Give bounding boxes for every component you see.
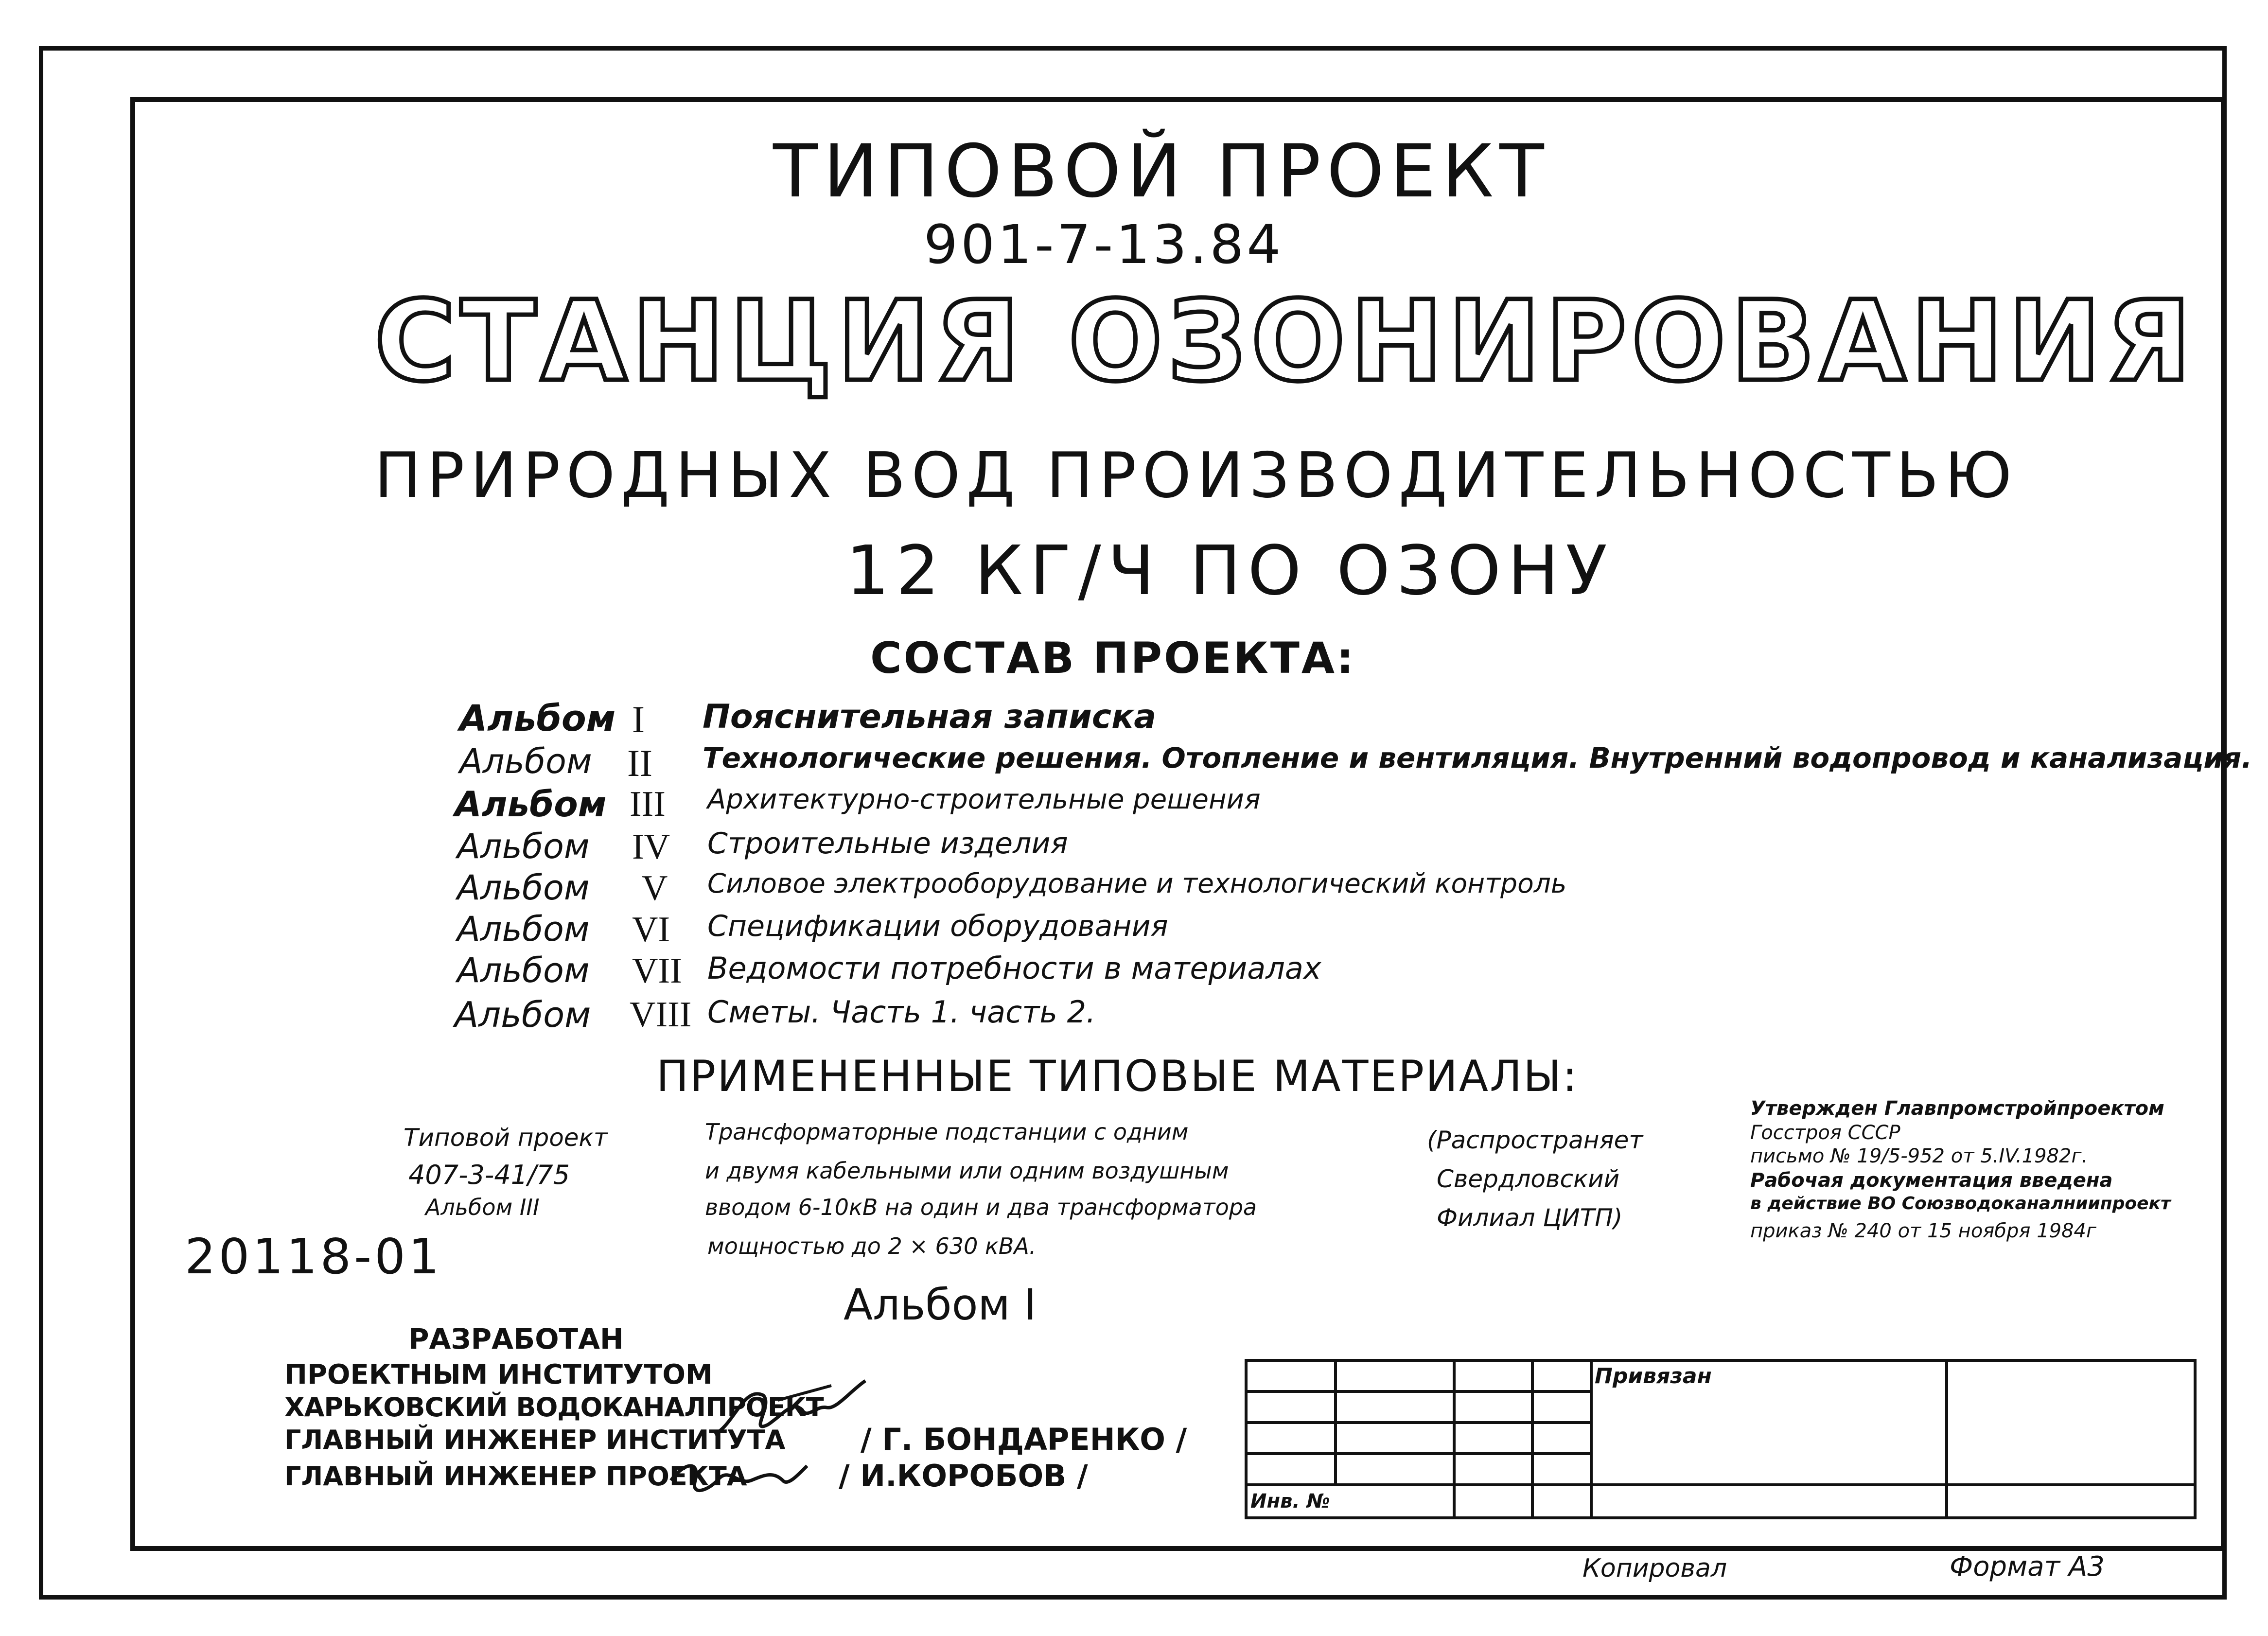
album-label: Альбом <box>459 698 616 739</box>
approval-line: Утвержден Главпромстройпроектом <box>1750 1097 2164 1120</box>
stamp-cell <box>1246 1423 1336 1454</box>
approval-line: Госстроя СССР <box>1750 1122 1900 1144</box>
stamp-cell <box>1532 1423 1591 1454</box>
album-label: Альбом <box>457 827 590 866</box>
album-label: Альбом <box>455 784 607 825</box>
materials-heading: ПРИМЕНЕННЫЕ ТИПОВЫЕ МАТЕРИАЛЫ: <box>656 1051 1579 1101</box>
album-number: VII <box>632 951 682 991</box>
materials-ref-code: 407-3-41/75 <box>408 1160 570 1190</box>
paper-format-label: Формат А3 <box>1950 1551 2105 1583</box>
subtitle-line2: 12 КГ/Ч ПО ОЗОНУ <box>846 531 1614 611</box>
stamp-cell <box>1246 1360 1336 1391</box>
copied-by-label: Копировал <box>1582 1554 1727 1583</box>
album-label-large: Альбом I <box>844 1280 1037 1330</box>
stamp-cell <box>1246 1454 1336 1485</box>
signature-institute <box>705 1366 870 1454</box>
materials-desc-line: Трансформаторные подстанции с одним <box>705 1119 1189 1145</box>
album-number: VI <box>632 910 670 950</box>
approval-line: Рабочая документация введена <box>1750 1169 2113 1192</box>
header-line1: ТИПОВОЙ ПРОЕКТ <box>773 129 1550 214</box>
album-number: IV <box>632 827 670 867</box>
stamp-cell <box>1336 1454 1454 1485</box>
inventory-label: Инв. № <box>1250 1490 1330 1513</box>
stamp-cell <box>1246 1391 1336 1423</box>
developer-line3: ГЛАВНЫЙ ИНЖЕНЕР ИНСТИТУТА <box>284 1425 786 1455</box>
stamp-cell <box>1454 1485 1532 1518</box>
album-label: Альбом <box>455 994 591 1035</box>
main-title: СТАНЦИЯ ОЗОНИРОВАНИЯ <box>374 277 2197 406</box>
distributor-line: (Распространяет <box>1427 1126 1643 1154</box>
album-title: Ведомости потребности в материалах <box>707 950 1321 986</box>
tied-cell <box>1591 1360 1947 1485</box>
project-code: 901-7-13.84 <box>924 213 1284 276</box>
developer-heading: РАЗРАБОТАН <box>408 1322 624 1355</box>
album-title: Технологические решения. Отопление и вентиляция. Внутренний водопровод и канализация. <box>703 741 2252 774</box>
developer-line2: ХАРЬКОВСКИЙ ВОДОКАНАЛПРОЕКТ <box>284 1392 824 1423</box>
chief-engineer-project-name: / И.КОРОБОВ / <box>839 1458 1088 1494</box>
title-block-stamp <box>1245 1359 2197 1519</box>
materials-desc-line: и двумя кабельными или одним воздушным <box>705 1158 1229 1184</box>
stamp-cell <box>1947 1360 2195 1485</box>
developer-line1: ПРОЕКТНЫМ ИНСТИТУТОМ <box>284 1359 713 1390</box>
stamp-cell <box>1336 1391 1454 1423</box>
album-label: Альбом <box>457 868 590 908</box>
album-number: I <box>632 698 645 740</box>
stamp-cell <box>1454 1391 1532 1423</box>
materials-desc-line: мощностью до 2 × 630 кВА. <box>707 1233 1037 1259</box>
album-title: Силовое электрооборудование и технологический контроль <box>707 868 1567 899</box>
developer-line4: ГЛАВНЫЙ ИНЖЕНЕР ПРОЕКТА <box>284 1461 747 1492</box>
album-label: Альбом <box>459 741 592 781</box>
stamp-cell <box>1947 1485 2195 1518</box>
album-number: II <box>627 742 652 784</box>
stamp-cell <box>1336 1360 1454 1391</box>
materials-ref-album: Альбом III <box>425 1194 540 1220</box>
album-title: Архитектурно-строительные решения <box>707 784 1261 815</box>
distributor-line: Свердловский <box>1437 1165 1620 1193</box>
document-number: 20118-01 <box>185 1228 442 1285</box>
stamp-cell <box>1454 1423 1532 1454</box>
tied-label: Привязан <box>1595 1364 1712 1389</box>
inventory-cell <box>1246 1485 1454 1518</box>
materials-desc-line: вводом 6-10кВ на один и два трансформатора <box>705 1194 1257 1220</box>
stamp-cell <box>1532 1454 1591 1485</box>
chief-engineer-institute-name: / Г. БОНДАРЕНКО / <box>861 1422 1187 1457</box>
approval-line: письмо № 19/5-952 от 5.IV.1982г. <box>1750 1145 2088 1167</box>
album-title: Строительные изделия <box>707 827 1068 861</box>
album-label: Альбом <box>457 950 590 990</box>
subtitle-line1: ПРИРОДНЫХ ВОД ПРОИЗВОДИТЕЛЬНОСТЬЮ <box>374 440 2018 512</box>
album-number: V <box>642 868 668 908</box>
stamp-cell <box>1454 1454 1532 1485</box>
stamp-cell <box>1532 1391 1591 1423</box>
stamp-cell <box>1336 1423 1454 1454</box>
stamp-cell <box>1454 1360 1532 1391</box>
composition-heading: СОСТАВ ПРОЕКТА: <box>870 633 1356 683</box>
album-title: Пояснительная записка <box>703 698 1157 736</box>
signature-project <box>666 1451 812 1505</box>
materials-ref-line1: Типовой проект <box>404 1124 608 1152</box>
album-title: Спецификации оборудования <box>707 909 1168 943</box>
approval-line: приказ № 240 от 15 ноября 1984г <box>1750 1220 2097 1242</box>
stamp-cell <box>1532 1485 1591 1518</box>
distributor-line: Филиал ЦИТП) <box>1437 1204 1623 1232</box>
stamp-cell <box>1532 1360 1591 1391</box>
album-label: Альбом <box>457 909 590 949</box>
album-title: Сметы. Часть 1. часть 2. <box>707 994 1096 1030</box>
album-number: III <box>630 784 666 824</box>
approval-line: в действие ВО Союзводоканалниипроект <box>1750 1194 2171 1214</box>
album-number: VIII <box>630 995 692 1035</box>
stamp-cell <box>1591 1485 1947 1518</box>
